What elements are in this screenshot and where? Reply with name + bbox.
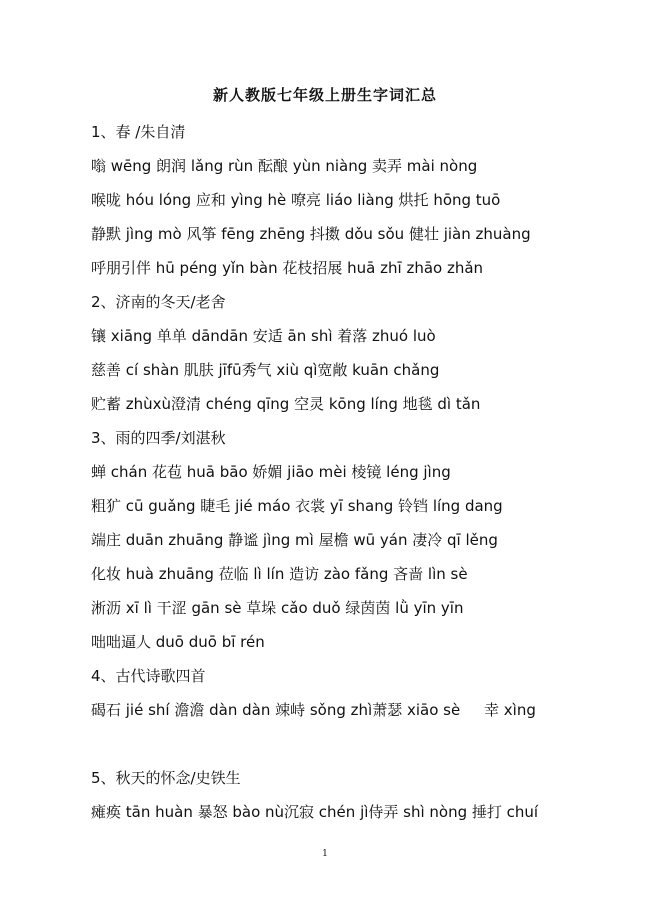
section-heading-1: 1、春 /朱自清	[91, 123, 186, 141]
document-title: 新人教版七年级上册生字词汇总	[212, 86, 437, 104]
section-heading-3: 3、雨的四季/刘湛秋	[91, 429, 226, 447]
section-heading-4: 4、古代诗歌四首	[91, 667, 206, 685]
vocab-line: 镶 xiāng 单单 dāndān 安适 ān shì 着落 zhuó luò	[91, 327, 436, 345]
vocab-line: 咄咄逼人 duō duō bī rén	[91, 633, 265, 651]
section-heading-5: 5、秋天的怀念/史铁生	[91, 769, 241, 787]
vocab-line: 瘫痪 tān huàn 暴怒 bào nù沉寂 chén jì侍弄 shì nòng 捶打 chuí	[91, 803, 539, 821]
vocab-line: 喉咙 hóu lóng 应和 yìng hè 嘹亮 liáo liàng 烘托 hōng tuō	[91, 191, 501, 209]
vocab-line: 呼朋引伴 hū péng yǐn bàn 花枝招展 huā zhī zhāo zhǎn	[91, 259, 484, 277]
vocab-line: 慈善 cí shàn 肌肤 jīfū秀气 xiù qì宽敞 kuān chǎng	[91, 361, 440, 379]
vocab-line: 贮蓄 zhùxù澄清 chéng qīng 空灵 kōng líng 地毯 dì tǎn	[91, 395, 481, 413]
vocab-line: 静默 jìng mò 风筝 fēng zhēng 抖擞 dǒu sǒu 健壮 jiàn zhuàng	[91, 225, 531, 243]
vocab-line: 化妆 huà zhuāng 莅临 lì lín 造访 zào fǎng 吝啬 lìn sè	[91, 565, 468, 583]
vocab-line: 碣石 jié shí 澹澹 dàn dàn 竦峙 sǒng zhì萧瑟 xiāo sè 幸 xìng	[91, 701, 536, 719]
vocab-line: 粗犷 cū guǎng 睫毛 jié máo 衣裳 yī shang 铃铛 líng dang	[91, 497, 503, 515]
vocab-line: 蝉 chán 花苞 huā bāo 娇媚 jiāo mèi 棱镜 léng jìng	[91, 463, 451, 481]
vocab-line: 嗡 wēng 朗润 lǎng rùn 酝酿 yùn niàng 卖弄 mài nòng	[91, 157, 478, 175]
vocab-line: 端庄 duān zhuāng 静谧 jìng mì 屋檐 wū yán 凄冷 qī lěng	[91, 531, 498, 549]
section-heading-2: 2、济南的冬天/老舍	[91, 293, 226, 311]
vocab-line: 淅沥 xī lì 干涩 gān sè 草垛 cǎo duǒ 绿茵茵 lǜ yīn yīn	[91, 599, 464, 617]
page-number: 1	[322, 849, 328, 859]
